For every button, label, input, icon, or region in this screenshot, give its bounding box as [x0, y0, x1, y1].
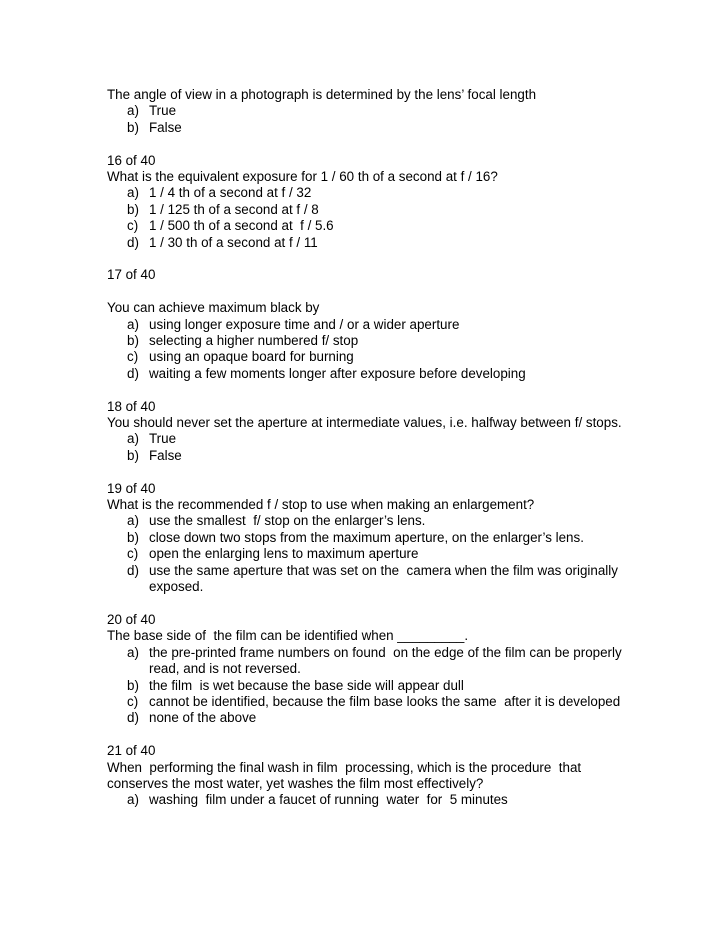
option-text: 1 / 30 th of a second at f / 11: [149, 234, 318, 250]
option-text: True: [149, 431, 177, 447]
question-18: [107, 399, 627, 465]
option-label: a): [127, 513, 139, 529]
option-a: [107, 644, 630, 678]
question-21: [107, 743, 627, 809]
option-text: False: [149, 119, 182, 135]
option-d: [107, 366, 627, 382]
option-b: [107, 530, 627, 546]
option-label: b): [127, 119, 139, 135]
option-text: use the same aperture that was set on the camera when the film was originally exposed.: [149, 562, 622, 595]
option-text: selecting a higher numbered f/ stop: [149, 333, 359, 349]
option-label: c): [127, 218, 139, 234]
question-20: [107, 611, 630, 727]
option-label: d): [127, 365, 139, 381]
option-b: [107, 202, 627, 218]
question-number: 18 of 40: [107, 398, 156, 414]
question-prompt: When performing the final wash in film processing, which is the procedure that conserves the most water, yet washes the film most effectively?: [107, 759, 585, 791]
question-prompt: What is the recommended f / stop to use when making an enlargement?: [107, 497, 535, 513]
option-text: using an opaque board for burning: [149, 349, 354, 365]
option-text: the film is wet because the base side will appear dull: [149, 677, 464, 693]
option-a: [107, 792, 627, 808]
option-a: [107, 513, 627, 529]
option-text: 1 / 4 th of a second at f / 32: [149, 185, 312, 201]
option-text: open the enlarging lens to maximum aperture: [149, 546, 419, 562]
option-text: use the smallest f/ stop on the enlarger’s lens.: [149, 513, 426, 529]
option-c: [107, 694, 627, 710]
option-text: True: [149, 103, 177, 119]
option-c: [107, 546, 627, 562]
question-19: [107, 481, 627, 596]
option-label: b): [127, 677, 139, 693]
option-list: [107, 792, 627, 808]
question-number: 16 of 40: [107, 152, 156, 168]
option-label: c): [127, 349, 139, 365]
option-text: 1 / 500 th of a second at f / 5.6: [149, 218, 334, 234]
question-prompt: The angle of view in a photograph is determined by the lens’ focal length: [107, 87, 537, 102]
option-list: [107, 431, 627, 464]
option-a: [107, 185, 627, 201]
option-text: washing film under a faucet of running water for 5 minutes: [149, 792, 508, 808]
option-label: a): [127, 644, 139, 660]
option-text: the pre-printed frame numbers on found on the edge of the film can be properly read, and is not reversed.: [149, 644, 630, 677]
option-label: a): [127, 431, 139, 447]
option-d: [107, 710, 627, 726]
option-b: [107, 333, 627, 349]
option-b: [107, 448, 627, 464]
option-text: close down two stops from the maximum aperture, on the enlarger’s lens.: [149, 529, 584, 545]
option-a: [107, 317, 627, 333]
option-text: using longer exposure time and / or a wider aperture: [149, 316, 460, 332]
quiz-content: [107, 87, 630, 825]
option-list: [107, 317, 627, 383]
option-text: none of the above: [149, 710, 257, 726]
option-c: [107, 349, 627, 365]
option-label: c): [127, 546, 139, 562]
option-label: a): [127, 316, 139, 332]
option-c: [107, 218, 627, 234]
option-list: [107, 513, 627, 595]
option-b: [107, 678, 627, 694]
blank-line: [107, 284, 627, 300]
question-17: [107, 267, 627, 382]
question-number: 19 of 40: [107, 480, 156, 496]
option-label: a): [127, 185, 139, 201]
option-label: b): [127, 201, 139, 217]
question-prompt: You should never set the aperture at intermediate values, i.e. halfway between f/ stops.: [107, 415, 622, 431]
option-label: b): [127, 529, 139, 545]
option-label: d): [127, 234, 139, 250]
option-label: b): [127, 447, 139, 463]
option-label: d): [127, 710, 139, 726]
option-a: [107, 431, 627, 447]
question-number: 21 of 40: [107, 743, 156, 759]
question-prompt: The base side of the film can be identified when _________.: [107, 628, 469, 644]
option-b: [107, 120, 627, 136]
option-d: [107, 235, 627, 251]
option-list: [107, 103, 627, 136]
option-label: d): [127, 562, 139, 578]
option-text: cannot be identified, because the film base looks the same after it is developed: [149, 693, 621, 709]
option-label: a): [127, 792, 139, 808]
question-number: 20 of 40: [107, 611, 156, 627]
option-text: 1 / 125 th of a second at f / 8: [149, 201, 319, 217]
option-label: a): [127, 103, 139, 119]
question-prompt: What is the equivalent exposure for 1 / 60 th of a second at f / 16?: [107, 169, 498, 185]
question-number: 17 of 40: [107, 267, 156, 283]
question-15: [107, 87, 627, 136]
option-text: waiting a few moments longer after exposure before developing: [149, 365, 526, 381]
option-d: [107, 563, 627, 596]
option-text: False: [149, 447, 182, 463]
option-list: [107, 185, 627, 251]
option-list: [107, 644, 630, 727]
question-prompt: You can achieve maximum black by: [107, 300, 320, 316]
option-a: [107, 103, 627, 119]
question-16: [107, 153, 627, 251]
option-label: b): [127, 333, 139, 349]
option-label: c): [127, 693, 139, 709]
